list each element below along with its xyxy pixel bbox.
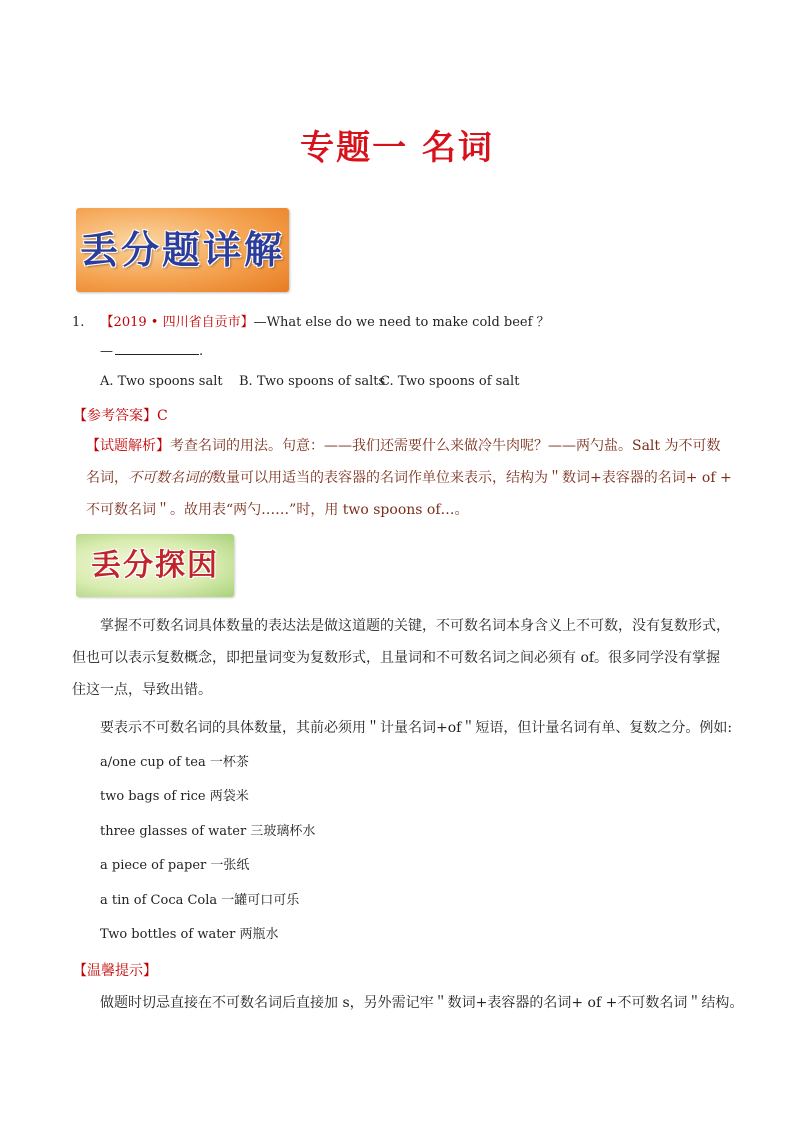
cause-line-2: 但也可以表示复数概念，即把量词变为复数形式，且量词和不可数名词之间必须有 of。很多同学没有掌握 xyxy=(72,650,721,666)
tip-label: 【温馨提示】 xyxy=(73,963,157,979)
question-line xyxy=(72,311,550,330)
banner-error-detail xyxy=(76,208,289,292)
example-item: Two bottles of water 两瓶水 xyxy=(100,927,279,943)
cause-paragraph-2: 要表示不可数名词的具体数量，其前必须用＂计量名词+of＂短语，但计量名词有单、复数之分。例如: xyxy=(100,720,733,736)
analysis-label: 【试题解析】 xyxy=(86,438,170,454)
analysis-block xyxy=(86,430,732,526)
banner-error-cause xyxy=(76,534,234,597)
reference-answer xyxy=(73,405,168,425)
question-stem: —What else do we need to make cold beef ？ xyxy=(253,315,550,330)
banner-error-cause-text: 丢分探因 xyxy=(91,548,219,583)
reply-end: . xyxy=(199,344,204,359)
answer-label: 【参考答案】 xyxy=(73,408,157,424)
page-title: 专题一 名词 xyxy=(300,128,494,168)
cause-paragraph-1 xyxy=(72,610,732,706)
analysis-line-1-text: 考查名词的用法。句意：——我们还需要什么来做冷牛肉呢？——两勺盐。Salt 为不可数 xyxy=(170,438,721,454)
question-source: 【2019 • 四川省自贡市】 xyxy=(100,315,254,330)
example-item: a/one cup of tea 一杯茶 xyxy=(100,755,249,770)
option-a: A. Two spoons salt xyxy=(100,374,223,389)
analysis-line-2 xyxy=(86,462,732,494)
analysis-line-2-b: 数量可以用适当的表容器的名词作单位来表示，结构为＂数词+表容器的名词+ of + xyxy=(212,470,732,486)
analysis-line-1 xyxy=(86,430,732,462)
cause-line-3: 住这一点，导致出错。 xyxy=(72,682,212,698)
reply-dash: — xyxy=(100,344,113,359)
answer-blank xyxy=(115,342,199,355)
answer-value: C xyxy=(157,408,168,424)
examples-list xyxy=(100,746,315,952)
example-item: a tin of Coca Cola 一罐可口可乐 xyxy=(100,892,300,908)
example-item: three glasses of water 三玻璃杯水 xyxy=(100,823,316,839)
example-item: a piece of paper 一张纸 xyxy=(100,858,250,874)
banner-error-detail-text: 丢分题详解 xyxy=(79,228,285,272)
tip-text: 做题时切忌直接在不可数名词后直接加 s，另外需记牢＂数词+表容器的名词+ of +不可数名词＂结构。 xyxy=(100,995,744,1011)
cause-line-1: 掌握不可数名词具体数量的表达法是做这道题的关键，不可数名词本身含义上不可数，没有复数形式， xyxy=(100,618,730,634)
option-b: B. Two spoons of salts xyxy=(239,374,386,389)
answer-blank-line xyxy=(100,342,203,359)
option-c: C. Two spoons of salt xyxy=(380,374,520,389)
analysis-line-2-italic: 不可数名词的 xyxy=(128,470,212,486)
analysis-line-3: 不可数名词＂。故用表“两勺……”时，用 two spoons of…。 xyxy=(86,502,469,518)
analysis-line-2-a: 名词， xyxy=(86,470,128,486)
example-item: two bags of rice 两袋米 xyxy=(100,789,249,805)
question-number: 1. xyxy=(72,315,85,330)
